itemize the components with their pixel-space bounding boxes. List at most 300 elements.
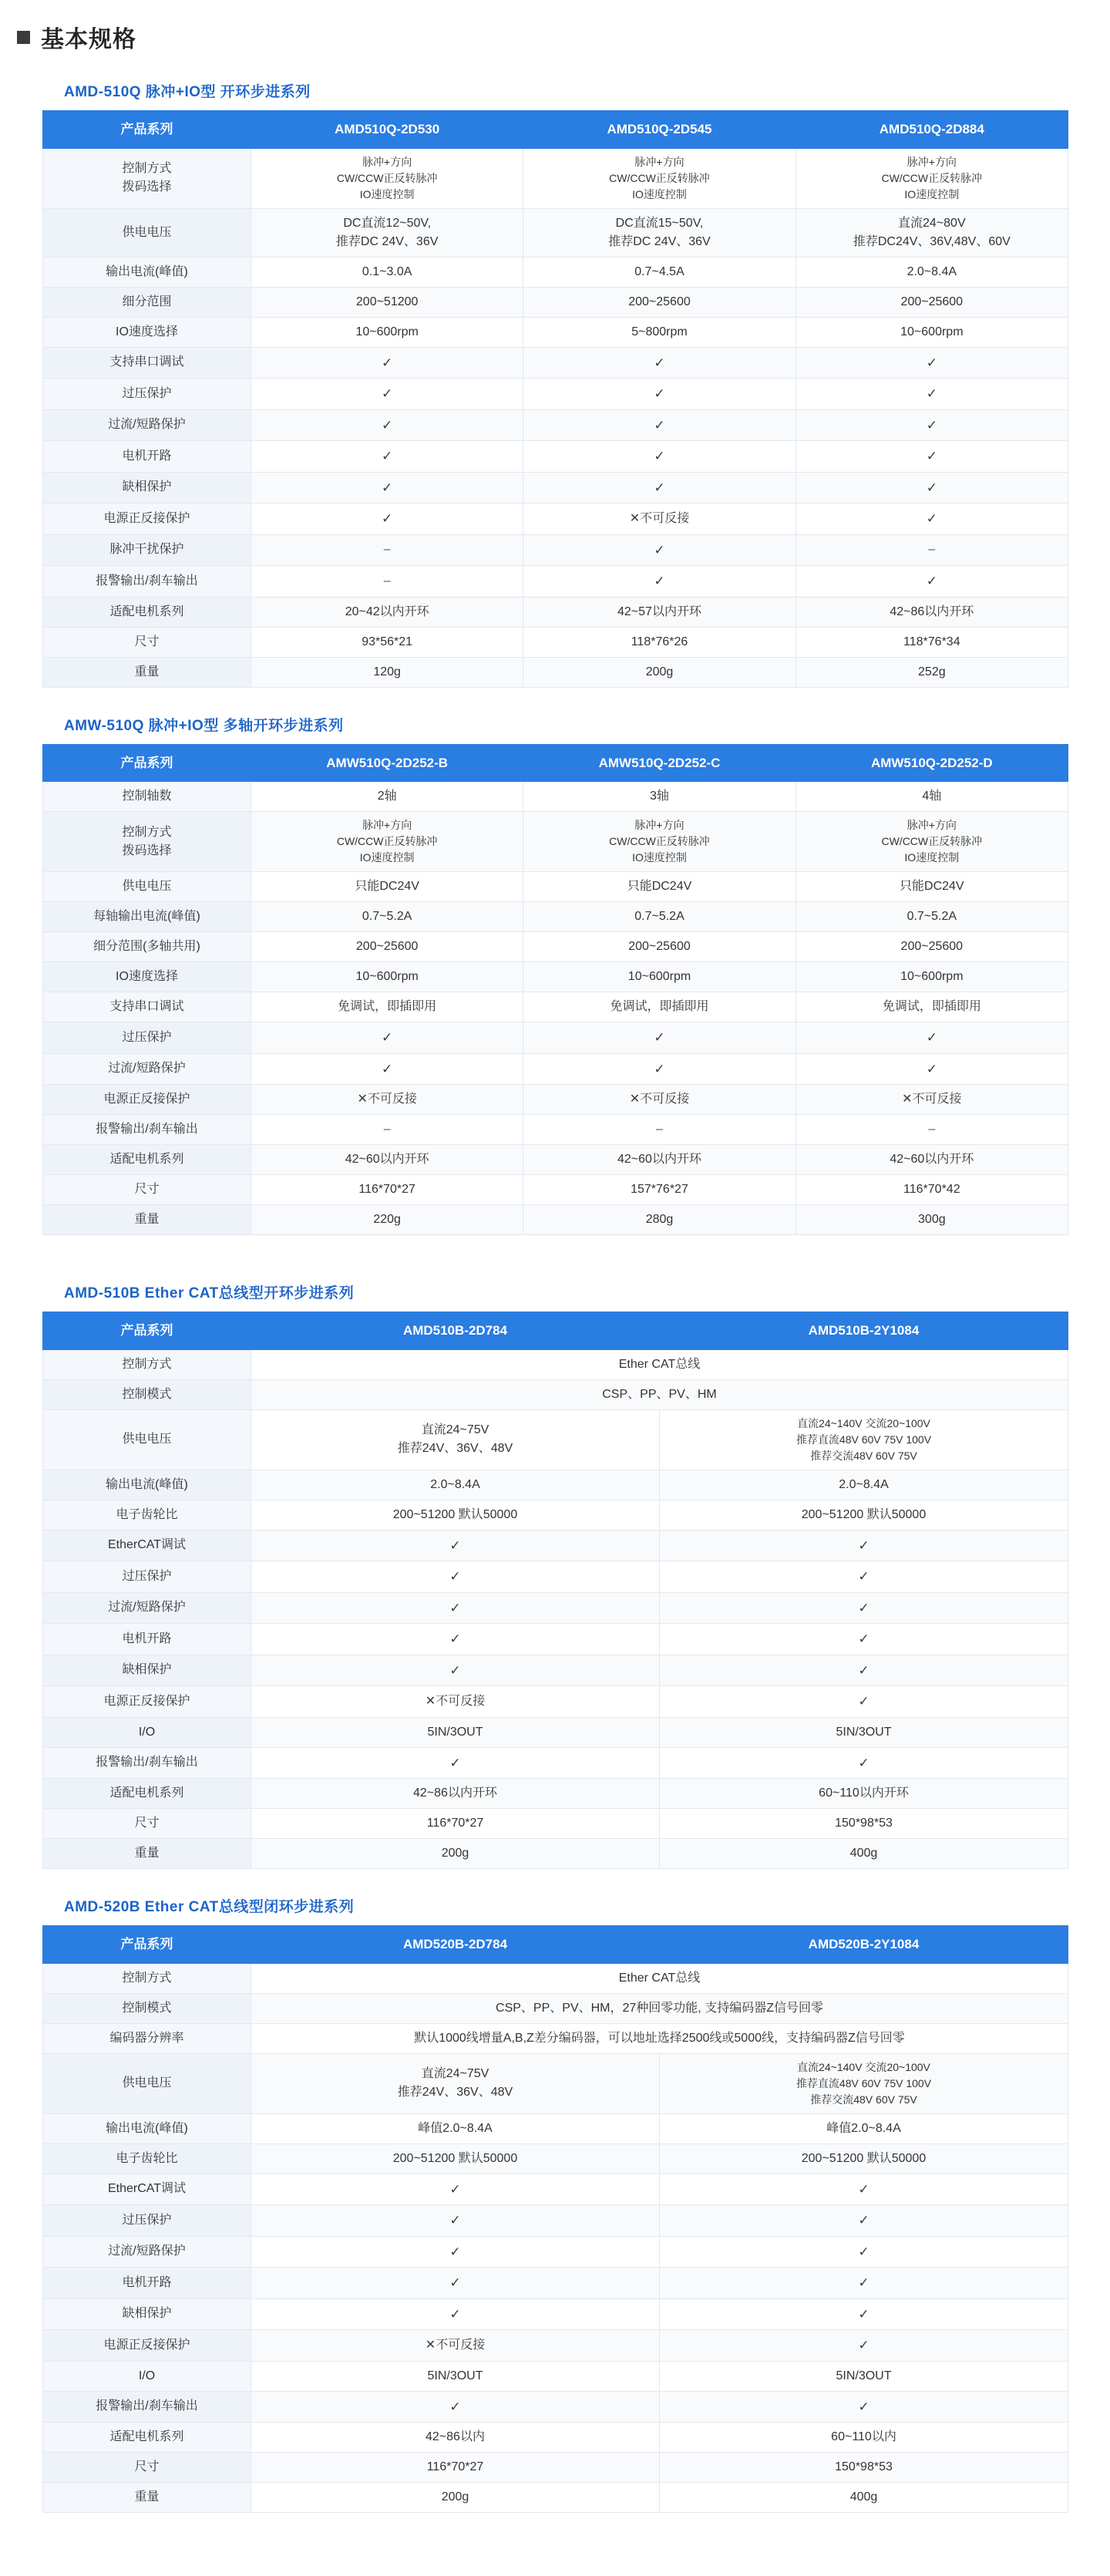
row-value: ✓ [523,409,796,441]
row-value: 118*76*26 [523,627,796,657]
spec-sections [42,80,1068,2513]
table-row [43,1655,1068,1686]
row-value: 60~110以内 [660,2423,1068,2453]
row-label [43,148,251,208]
row-value: 4轴 [796,782,1068,812]
row-value: ✓ [660,2205,1068,2237]
bullet-square-icon [17,31,30,44]
table-row [43,287,1068,317]
row-value: ✕不可反接 [251,1085,523,1115]
row-value: 116*70*27 [251,1809,660,1839]
cell-line: IO速度控制 [632,187,687,200]
row-value: ✓ [251,1530,660,1561]
row-value [523,812,796,872]
header-model: AMD520B-2Y1084 [660,1926,1068,1964]
row-label: 供电电压 [43,872,251,902]
row-value [523,208,796,257]
row-value-span: CSP、PP、PV、HM，27种回零功能, 支持编码器Z信号回零 [251,1993,1068,2023]
row-label: 重量 [43,657,251,687]
cell-line: DC直流12~50V, [343,216,432,230]
table-row [43,2453,1068,2483]
row-label: 输出电流(峰值) [43,2113,251,2143]
row-label: 控制方式 [43,1349,251,1379]
row-label: 适配电机系列 [43,1145,251,1175]
row-value [796,812,1068,872]
spec-section-amd-510b [42,1281,1068,1869]
row-value: 2轴 [251,782,523,812]
header-series-label: 产品系列 [43,744,251,782]
row-value: 峰值2.0~8.4A [251,2113,660,2143]
row-label: 支持串口调试 [43,347,251,379]
row-value: ✓ [660,1530,1068,1561]
row-label: EtherCAT调试 [43,1530,251,1561]
table-row [43,1022,1068,1054]
spec-section-amw-510q [42,714,1068,1256]
table-row [43,2143,1068,2174]
row-value: ✓ [251,1592,660,1624]
spec-table [42,110,1068,688]
row-value: 60~110以内开环 [660,1779,1068,1809]
table-row [43,1963,1068,1993]
table-row [43,1686,1068,1718]
row-value: 157*76*27 [523,1175,796,1205]
row-label: 尺寸 [43,1175,251,1205]
row-value: ✓ [660,1592,1068,1624]
row-value: 0.7~5.2A [251,902,523,932]
table-row [43,962,1068,992]
table-row [43,2174,1068,2205]
row-value: ✓ [660,2268,1068,2299]
row-label: 每轴输出电流(峰值) [43,902,251,932]
row-value: 400g [660,1839,1068,1869]
cell-line: 推荐DC24V、36V,48V、60V [853,234,1011,248]
row-value [251,1409,660,1470]
row-label: 控制模式 [43,1993,251,2023]
row-value: 200~25600 [523,932,796,962]
row-value: 280g [523,1205,796,1235]
cell-line: 脉冲+方向 [362,155,412,168]
row-value: 300g [796,1205,1068,1235]
row-label: 报警输出/刹车输出 [43,1115,251,1145]
row-value: ✓ [796,409,1068,441]
row-label: 尺寸 [43,1809,251,1839]
table-row [43,1205,1068,1235]
row-value: ✓ [523,1053,796,1085]
row-value: ✓ [251,379,523,410]
table-row [43,782,1068,812]
row-value: 42~86以内开环 [796,597,1068,627]
row-value: 116*70*42 [796,1175,1068,1205]
row-value [796,208,1068,257]
spec-section-amd-510q [42,80,1068,688]
row-value: 200~25600 [251,932,523,962]
row-value: – [796,1115,1068,1145]
cell-line: 推荐直流48V 60V 75V 100V [796,2076,932,2089]
cell-line: 脉冲+方向 [906,155,957,168]
row-label: 编码器分辨率 [43,2023,251,2053]
row-value: 10~600rpm [251,962,523,992]
header-model: AMD510Q-2D530 [251,111,523,149]
page-title [17,20,1110,54]
row-value: ✓ [251,347,523,379]
table-row [43,1993,1068,2023]
row-value: – [251,566,523,598]
cell-line: 脉冲+方向 [362,819,412,831]
table-row [43,2053,1068,2113]
row-value: 200g [251,1839,660,1869]
row-label: 缺相保护 [43,2298,251,2330]
row-value: ✕不可反接 [251,1686,660,1718]
row-label: 电子齿轮比 [43,1500,251,1530]
table-row [43,902,1068,932]
cell-line: 推荐DC 24V、36V [608,234,711,248]
row-value: ✓ [251,1022,523,1054]
table-row [43,1145,1068,1175]
row-value: – [523,1115,796,1145]
cell-line: 推荐DC 24V、36V [335,234,439,248]
row-label [43,812,251,872]
table-row [43,317,1068,347]
row-label: IO速度选择 [43,962,251,992]
row-value: 150*98*53 [660,1809,1068,1839]
row-value: ✓ [660,1655,1068,1686]
section-title: AMD-510Q 脉冲+IO型 开环步进系列 [64,84,311,100]
row-label: 电机开路 [43,1624,251,1655]
table-row [43,347,1068,379]
table-row [43,2113,1068,2143]
row-value: ✓ [660,1624,1068,1655]
spec-table [42,1312,1068,1869]
cell-line: 直流24~140V 交流20~100V [797,2060,930,2073]
row-value: 只能DC24V [796,872,1068,902]
row-label: 输出电流(峰值) [43,257,251,287]
row-label: 控制方式 [43,1963,251,1993]
label-line: 控制方式 [122,162,172,175]
row-label: 重量 [43,2483,251,2513]
row-value: 200~51200 [251,287,523,317]
table-row [43,1809,1068,1839]
row-value: 42~60以内开环 [251,1145,523,1175]
row-value: ✓ [251,1747,660,1779]
table-row [43,441,1068,473]
table-row [43,872,1068,902]
row-value: ✓ [796,503,1068,535]
row-value: ✓ [523,379,796,410]
row-value: ✓ [523,534,796,566]
row-value: – [796,534,1068,566]
table-row [43,379,1068,410]
cell-line: 脉冲+方向 [634,155,684,168]
row-label: 过压保护 [43,2205,251,2237]
row-value: ✓ [523,566,796,598]
table-row [43,2361,1068,2391]
cell-line: 直流24~80V [898,216,966,230]
table-row [43,1470,1068,1500]
row-value: 3轴 [523,782,796,812]
row-value: ✓ [523,441,796,473]
table-row [43,1839,1068,1869]
row-label: 报警输出/刹车输出 [43,1747,251,1779]
spec-table [42,744,1068,1236]
row-value: 2.0~8.4A [796,257,1068,287]
header-model: AMW510Q-2D252-B [251,744,523,782]
row-label: 电源正反接保护 [43,1085,251,1115]
row-label: 过压保护 [43,1561,251,1593]
row-value: 150*98*53 [660,2453,1068,2483]
row-value: 2.0~8.4A [251,1470,660,1500]
table-row [43,257,1068,287]
table-row [43,409,1068,441]
row-value: 0.7~4.5A [523,257,796,287]
row-label: 细分范围(多轴共用) [43,932,251,962]
row-label: 缺相保护 [43,1655,251,1686]
cell-line: DC直流15~50V, [615,216,704,230]
row-value-span: Ether CAT总线 [251,1963,1068,1993]
cell-line: CW/CCW正反转脉冲 [881,171,983,184]
table-row [43,503,1068,535]
cell-line: IO速度控制 [359,851,415,864]
label-line: 拨码选择 [122,180,172,194]
row-value: 10~600rpm [523,962,796,992]
header-series-label: 产品系列 [43,1312,251,1350]
row-label: IO速度选择 [43,317,251,347]
row-label: 脉冲干扰保护 [43,534,251,566]
row-value: ✓ [251,441,523,473]
row-value: 只能DC24V [251,872,523,902]
row-value: 0.7~5.2A [523,902,796,932]
table-row [43,1379,1068,1409]
row-value: 200g [523,657,796,687]
row-value: – [251,1115,523,1145]
cell-line: 推荐24V、36V、48V [397,2086,513,2099]
row-label: 过流/短路保护 [43,2236,251,2268]
row-value: 42~86以内开环 [251,1779,660,1809]
row-value: ✓ [523,472,796,503]
row-label: 重量 [43,1205,251,1235]
header-series-label: 产品系列 [43,111,251,149]
row-value: 10~600rpm [251,317,523,347]
table-header-row [43,1926,1068,1964]
row-value: 峰值2.0~8.4A [660,2113,1068,2143]
cell-line: 推荐交流48V 60V 75V [810,2093,917,2106]
row-label: 供电电压 [43,2053,251,2113]
table-row [43,1409,1068,1470]
row-value [251,208,523,257]
table-row [43,1530,1068,1561]
row-value: ✓ [251,2268,660,2299]
row-value: 5IN/3OUT [251,2361,660,2391]
cell-line: 直流24~75V [421,1423,489,1436]
table-row [43,2330,1068,2362]
row-value: 5~800rpm [523,317,796,347]
row-value: ✓ [660,2391,1068,2423]
table-row [43,208,1068,257]
table-row [43,534,1068,566]
row-value-span: CSP、PP、PV、HM [251,1379,1068,1409]
row-value [660,1409,1068,1470]
row-value: ✓ [796,566,1068,598]
row-value: 200~25600 [796,932,1068,962]
section-spacer [42,1235,1068,1255]
row-value: 116*70*27 [251,2453,660,2483]
table-row [43,472,1068,503]
row-value: – [251,534,523,566]
header-series-label: 产品系列 [43,1926,251,1964]
row-label: 电机开路 [43,441,251,473]
row-value: ✓ [660,1686,1068,1718]
table-row [43,1085,1068,1115]
table-row [43,1592,1068,1624]
cell-line: CW/CCW正反转脉冲 [336,171,438,184]
row-label: 过流/短路保护 [43,1592,251,1624]
table-row [43,1561,1068,1593]
table-row [43,566,1068,598]
cell-line: IO速度控制 [904,187,960,200]
row-value: 只能DC24V [523,872,796,902]
table-row [43,1175,1068,1205]
row-value-span: Ether CAT总线 [251,1349,1068,1379]
section-title: AMD-520B Ether CAT总线型闭环步进系列 [64,1899,355,1915]
row-label: 过压保护 [43,379,251,410]
cell-line: 推荐直流48V 60V 75V 100V [796,1433,932,1446]
table-row [43,1624,1068,1655]
table-header-row [43,744,1068,782]
row-value: 5IN/3OUT [251,1717,660,1747]
row-value: ✓ [251,1561,660,1593]
row-value: 42~60以内开环 [523,1145,796,1175]
row-value: ✓ [251,409,523,441]
table-row [43,2268,1068,2299]
header-model: AMD510Q-2D545 [523,111,796,149]
row-value: 2.0~8.4A [660,1470,1068,1500]
row-label: 适配电机系列 [43,1779,251,1809]
table-row [43,2391,1068,2423]
row-label: 控制轴数 [43,782,251,812]
table-row [43,992,1068,1022]
table-row [43,2298,1068,2330]
row-value: 42~60以内开环 [796,1145,1068,1175]
row-value: ✓ [660,1561,1068,1593]
row-value [251,812,523,872]
row-value: ✓ [251,2174,660,2205]
row-value: ✓ [251,503,523,535]
row-value: ✕不可反接 [523,1085,796,1115]
table-row [43,1717,1068,1747]
table-row [43,812,1068,872]
table-row [43,1115,1068,1145]
row-value: ✓ [796,347,1068,379]
row-label: 适配电机系列 [43,597,251,627]
row-label: 适配电机系列 [43,2423,251,2453]
row-label: 电机开路 [43,2268,251,2299]
row-label: 控制模式 [43,1379,251,1409]
row-value: 200~51200 默认50000 [660,2143,1068,2174]
spec-section-amd-520b [42,1895,1068,2513]
row-value: 免调试，即插即用 [251,992,523,1022]
table-row [43,2023,1068,2053]
row-value: ✓ [660,2174,1068,2205]
row-value: 10~600rpm [796,962,1068,992]
row-value: 0.7~5.2A [796,902,1068,932]
table-row [43,627,1068,657]
header-model: AMD510Q-2D884 [796,111,1068,149]
row-value: ✓ [251,2391,660,2423]
row-label: 输出电流(峰值) [43,1470,251,1500]
row-value: ✓ [796,379,1068,410]
row-value: ✓ [251,472,523,503]
row-label: 过压保护 [43,1022,251,1054]
row-label: 缺相保护 [43,472,251,503]
row-value: 42~86以内 [251,2423,660,2453]
row-value: 5IN/3OUT [660,1717,1068,1747]
row-value: 200~25600 [523,287,796,317]
row-value: 200~51200 默认50000 [251,1500,660,1530]
table-row [43,2423,1068,2453]
table-row [43,2236,1068,2268]
cell-line: CW/CCW正反转脉冲 [609,171,710,184]
row-value: ✕不可反接 [251,2330,660,2362]
row-value: 120g [251,657,523,687]
row-value: ✓ [796,1053,1068,1085]
row-value [796,148,1068,208]
row-label: I/O [43,1717,251,1747]
row-value: ✓ [660,2330,1068,2362]
cell-line: 推荐24V、36V、48V [397,1442,513,1455]
row-value: ✓ [660,2298,1068,2330]
row-value: ✓ [251,1624,660,1655]
header-model: AMD510B-2Y1084 [660,1312,1068,1350]
row-value [251,2053,660,2113]
row-label: 电源正反接保护 [43,503,251,535]
row-value: 400g [660,2483,1068,2513]
cell-line: 脉冲+方向 [634,819,684,831]
row-label: 供电电压 [43,1409,251,1470]
row-value: 93*56*21 [251,627,523,657]
table-row [43,1349,1068,1379]
label-line: 拨码选择 [122,844,172,857]
table-row [43,657,1068,687]
row-value: 200~25600 [796,287,1068,317]
row-label: 重量 [43,1839,251,1869]
row-label: 过流/短路保护 [43,409,251,441]
row-value: ✓ [251,1053,523,1085]
row-value: 免调试，即插即用 [523,992,796,1022]
row-value: 5IN/3OUT [660,2361,1068,2391]
section-title: AMD-510B Ether CAT总线型开环步进系列 [64,1285,355,1301]
row-value: 20~42以内开环 [251,597,523,627]
spec-table [42,1925,1068,2513]
row-label: I/O [43,2361,251,2391]
row-value: ✓ [523,1022,796,1054]
cell-line: IO速度控制 [904,851,960,864]
table-row [43,1779,1068,1809]
row-value: ✕不可反接 [796,1085,1068,1115]
row-value: 200~51200 默认50000 [660,1500,1068,1530]
cell-line: CW/CCW正反转脉冲 [881,835,983,847]
row-value: 42~57以内开环 [523,597,796,627]
row-value: ✓ [251,2298,660,2330]
row-value: 10~600rpm [796,317,1068,347]
label-line: 控制方式 [122,825,172,839]
row-value: ✓ [251,1655,660,1686]
cell-line: IO速度控制 [359,187,415,200]
header-model: AMD520B-2D784 [251,1926,660,1964]
cell-line: 脉冲+方向 [906,819,957,831]
row-label: 报警输出/刹车输出 [43,566,251,598]
table-row [43,2483,1068,2513]
row-value: 116*70*27 [251,1175,523,1205]
row-label: 电子齿轮比 [43,2143,251,2174]
